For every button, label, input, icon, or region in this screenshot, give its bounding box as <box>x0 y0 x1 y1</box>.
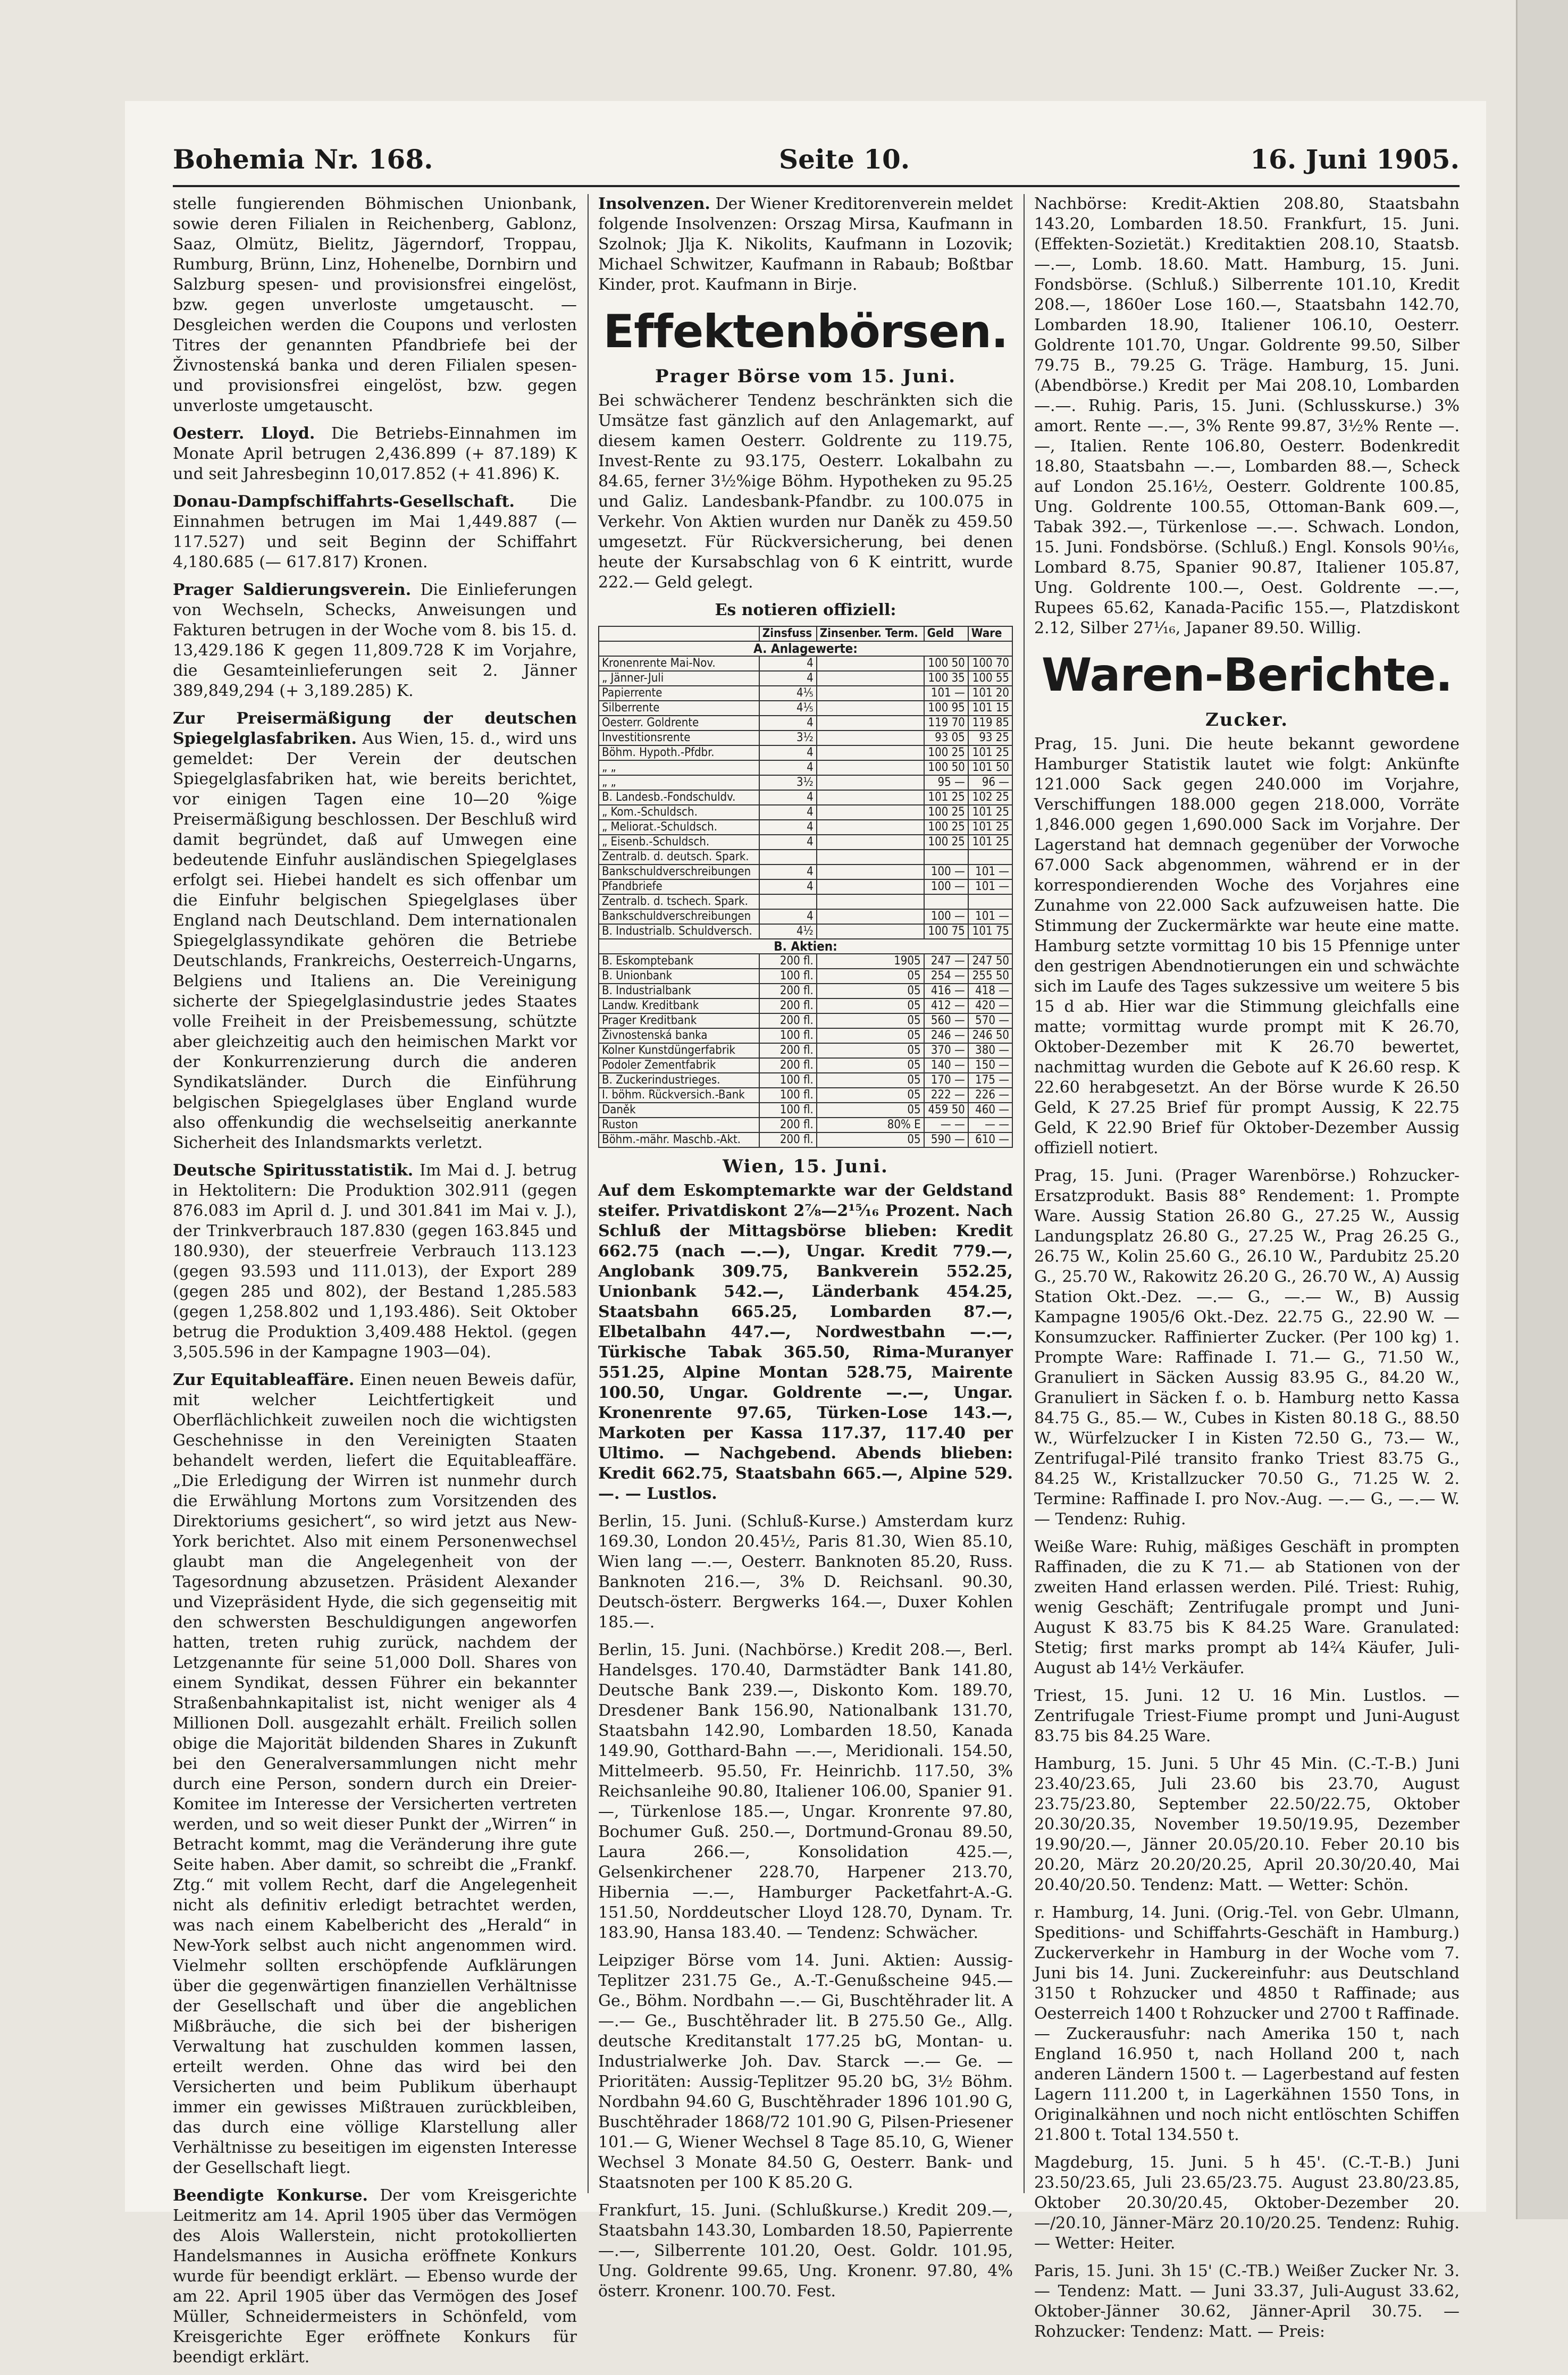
berlin-after-report: Berlin, 15. Juni. (Nachbörse.) Kredit 208.—, Berl. Handelsges. 170.40, Darmstädter Bank 141.80, Deutsche Bank 239.—, Diskonto Kom. 189.70, Dresdener Bank 156.90, Nationalbank 131.70, Staatsbahn 142.90, Lombarden 18.50, Kanada 149.90, Gotthard-Bahn —.—, Meridionali. 154.50, Mittelmeerb. 95.50, Fr. Heinrichb. 117.50, 3% Reichsanleihe 90.80, Italiener 106.00, Spanier 91.—, Türkenlose 185.—, Ungar. Kronrente 97.80, Bochumer Guß. 250.—, Dortmund-Gronau 89.50, Laura 266.—, Konsolidation 425.—, Gelsenkirchener 228.70, Harpener 213.70, Hibernia —.—, Hamburger Packetfahrt-A.-G. 151.50, Norddeutscher Lloyd 128.70, Dynam. Tr. 183.90, Hansa 183.40. — Tendenz: Schwächer. <box>598 1641 1013 1942</box>
quote-value: 420 — <box>968 998 1012 1013</box>
quote-value: 93 05 <box>924 731 968 745</box>
quote-value: 119 85 <box>968 716 1012 731</box>
sugar-report: r. Hamburg, 14. Juni. (Orig.-Tel. von Gebr. Ulmann, Speditions- und Schiffahrts-Geschäft in Hamburg.) Zuckerverkehr in Hamburg in der Woche vom 7. Juni bis 14. Juni. Zuckereinfuhr: aus Deutschland 3150 t Rohzucker und 4850 t Raffinade; aus Oesterreich 1400 t Rohzucker und 2700 t Raffinade. — Zuckerausfuhr: nach Amerika 150 t, nach England 16.950 t, nach Holland 200 t, nach anderen Ländern 1500 t. — Lagerbestand auf festen Lagern 111.200 t, in Lagerkähnen 1550 Tons, in Originalkähnen und noch nicht entlöschten Schiffen 21.800 t. Total 134.550 t. <box>1034 1903 1460 2144</box>
quote-name: Bankschuldverschreibungen <box>599 865 759 879</box>
quotes-table <box>598 626 1013 1148</box>
column-3 <box>1034 194 1460 2349</box>
sugar-report: Magdeburg, 15. Juni. 5 h 45'. (C.-T.-B.) Juni 23.50/23.65, Juli 23.65/23.75. August 23.80/23.85, Oktober 20.30/20.45, Oktober-Dezember 20.—/20.10, Jänner-März 20.10/20.25. Tendenz: Ruhig. — Wetter: Heiter. <box>1034 2153 1460 2253</box>
quote-value <box>817 879 924 894</box>
quote-value <box>817 835 924 850</box>
quote-name: Landw. Kreditbank <box>599 998 759 1013</box>
quote-value: 102 25 <box>968 790 1012 805</box>
quote-value: 101 — <box>968 909 1012 924</box>
quote-row <box>599 924 1012 939</box>
quote-name: „ Eisenb.-Schuldsch. <box>599 835 759 850</box>
quote-row <box>599 745 1012 760</box>
quote-value: 200 fl. <box>759 998 817 1013</box>
quote-value: 412 — <box>924 998 968 1013</box>
quote-name: B. Eskomptebank <box>599 954 759 969</box>
quote-value <box>817 865 924 879</box>
quote-value: — — <box>924 1118 968 1132</box>
quote-value <box>759 894 817 909</box>
sugar-report: Hamburg, 15. Juni. 5 Uhr 45 Min. (C.-T.-B.) Juni 23.40/23.65, Juli 23.60 bis 23.70, August 23.75/23.80, September 22.50/22.75, Oktober 20.30/20.35, November 19.50/19.95, Dezember 19.90/20.—, Jänner 20.05/20.10. Feber 20.10 bis 20.20, März 20.20/20.25, April 20.30/20.40, Mai 20.40/20.50. Tendenz: Matt. — Wetter: Schön. <box>1034 1755 1460 1894</box>
quote-value: 80% E <box>817 1118 924 1132</box>
quote-row <box>599 894 1012 909</box>
quote-value: 95 — <box>924 775 968 790</box>
quote-row <box>599 954 1012 969</box>
quote-row <box>599 1088 1012 1103</box>
quote-row <box>599 969 1012 984</box>
quote-value: 100 fl. <box>759 1028 817 1043</box>
quote-value <box>817 894 924 909</box>
quote-value: 4½ <box>759 924 817 939</box>
quote-value: 100 25 <box>924 835 968 850</box>
quote-value: 05 <box>817 1013 924 1028</box>
quote-value: 200 fl. <box>759 954 817 969</box>
quote-value: 101 — <box>924 686 968 701</box>
quote-value: 416 — <box>924 984 968 998</box>
quote-value: 05 <box>817 969 924 984</box>
quote-value: — — <box>968 1118 1012 1132</box>
quote-value: 570 — <box>968 1013 1012 1028</box>
sugar-report: Triest, 15. Juni. 12 U. 16 Min. Lustlos. — Zentrifugale Triest-Fiume prompt und Juni-August 83.75 bis 84.25 Ware. <box>1034 1686 1460 1745</box>
quote-value: 100 fl. <box>759 1088 817 1103</box>
quote-value: 4 <box>759 760 817 775</box>
quote-row <box>599 790 1012 805</box>
quote-row <box>599 656 1012 671</box>
quote-name: „ „ <box>599 760 759 775</box>
quote-value: 4 <box>759 745 817 760</box>
quote-value: 05 <box>817 1073 924 1088</box>
article: Zur Preisermäßigung der deutschen Spiegelglasfabriken. Aus Wien, 15. d., wird uns gemeldet: Der Verein der deutschen Spiegelglasfabriken hat, wie bereits berichtet, vor einigen Tagen eine 10—20 %ige Preisermäßigung beschlossen. Der Beschluß wird damit begründet, daß auf Umwegen eine bedeutende Einfuhr ausländischen Spiegelglases erfolgt sei. Hiebei handelt es sich offenbar um die Einfuhr belgischen Spiegelglases über England nach Deutschland. Dem internationalen Spiegelglassyndikate gehören die Betriebe Deutschlands, Frankreichs, Oesterreich-Ungarns, Belgiens und Italiens an. Die Vereinigung sicherte der Spiegelglasindustrie jedes Staates volle Freiheit in der Preisbemessung, schützte aber gleichzeitig auch den heimischen Markt vor der Konkurrenzierung durch die anderen Syndikatsländer. Durch die Einführung belgischen Spiegelglases über England wurde also offenkundig die wechselseitig anerkannte Sicherheit des Inlandsmarkts verletzt. <box>173 709 577 1152</box>
quote-name: „ Kom.-Schuldsch. <box>599 805 759 820</box>
quote-value: 4 <box>759 805 817 820</box>
quote-value: 4⅕ <box>759 686 817 701</box>
quote-value: 05 <box>817 1043 924 1058</box>
quote-name: „ „ <box>599 775 759 790</box>
quote-value <box>817 909 924 924</box>
quote-row <box>599 984 1012 998</box>
quote-name: Kronenrente Mai-Nov. <box>599 656 759 671</box>
quote-row <box>599 909 1012 924</box>
quote-value: 05 <box>817 998 924 1013</box>
quote-row <box>599 716 1012 731</box>
quote-name: B. Industrialb. Schuldversch. <box>599 924 759 939</box>
quote-value: 370 — <box>924 1043 968 1058</box>
section-title-waren-berichte: Waren-Berichte. <box>1041 649 1453 702</box>
column-1 <box>173 194 577 2375</box>
quote-value: 05 <box>817 1058 924 1073</box>
quote-row <box>599 998 1012 1013</box>
sugar-report: Prag, 15. Juni. Die heute bekannt gewordene Hamburger Statistik lautet wie folgt: Ankünfte 121.000 Sack gegen 240.000 im Vorjahre, Verschiffungen 188.000 gegen 218.000, Vorräte 1,846.000 gegen 1,690.000 Sack im Vorjahre. Der Lagerstand hat demnach gegenüber der Vorwoche 67.000 Sack abgenommen, während er in der korrespondierenden Woche des Vorjahres eine Zunahme von 22.000 Sack aufzuweisen hatte. Die Stimmung der Zuckermärkte war heute eine matte. Hamburg setzte vormittag 10 bis 15 Pfennige unter den gestrigen Abendnotierungen ein und schwächte sich im Laufe des Tages sukzessive um weitere 5 bis 15 d ab. Hier war die Stimmung gleichfalls eine matte; vormittag wurde prompt mit K 26.70, Oktober-Dezember mit K 26.70 bewertet, nachmittag wurden die Gebote auf K 26.60 resp. K 22.60 herabgesetzt. An der Börse wurde K 26.50 Geld, K 27.25 Brief für prompt Aussig, K 22.75 Geld, K 22.90 Brief für Oktober-Dezember Aussig offiziell notiert. <box>1034 735 1460 1157</box>
foreign-exchange-reports: Nachbörse: Kredit-Aktien 208.80, Staatsbahn 143.20, Lombarden 18.50. Frankfurt, 15. Juni. (Effekten-Sozietät.) Kreditaktien 208.10, Staatsb. —.—, Lomb. 18.60. Matt. Hamburg, 15. Juni. Fondsbörse. (Schluß.) Silberrente 101.10, Kredit 208.—, 1860er Lose 160.—, Staatsbahn 142.70, Lombarden 18.90, Italiener 106.10, Oesterr. Goldrente 101.70, Ungar. Goldrente 99.50, Silber 79.75 B., 79.25 G. Träge. Hamburg, 15. Juni. (Abendbörse.) Kredit per Mai 208.10, Lombarden —.—. Ruhig. Paris, 15. Juni. (Schlusskurse.) 3% amort. Rente —.—, 3% Rente 99.87, 3½% Rente —.—, Italien. Rente 106.80, Oesterr. Bodenkredit 18.80, Staatsbahn —.—, Lombarden 88.—, Scheck auf London 25.16½, Oesterr. Goldrente 100.85, Ung. Goldrente 100.55, Ottoman-Bank 609.—, Tabak 392.—, Türkenlose —.—. Schwach. London, 15. Juni. Fondsbörse. (Schluß.) Engl. Konsols 90¹⁄₁₆, Lombard 8.75, Spanier 90.87, Italiener 105.87, Ung. Goldrente 100.—, Oest. Goldrente —.—, Rupees 65.62, Kanada-Pacific 155.—, Platzdiskont 2.12, Silber 27¹⁄₁₆, Japaner 89.50. Willig. <box>1034 195 1460 637</box>
quote-value: 200 fl. <box>759 1013 817 1028</box>
quote-value: 200 fl. <box>759 1058 817 1073</box>
quote-name: Zentralb. d. tschech. Spark. <box>599 894 759 909</box>
quote-row <box>599 1013 1012 1028</box>
quote-name: Bankschuldverschreibungen <box>599 909 759 924</box>
quote-row <box>599 820 1012 835</box>
quote-value: 140 — <box>924 1058 968 1073</box>
header-publication: Bohemia Nr. 168. <box>173 144 433 175</box>
section-title-effektenboersen: Effektenbörsen. <box>603 305 1008 358</box>
quote-name: Prager Kreditbank <box>599 1013 759 1028</box>
quote-value <box>817 850 924 865</box>
quote-value: 100 fl. <box>759 1103 817 1118</box>
quote-name: B. Landesb.-Fondschuldv. <box>599 790 759 805</box>
quote-name: B. Zuckerindustrieges. <box>599 1073 759 1088</box>
quote-value: 254 — <box>924 969 968 984</box>
header-rule <box>173 185 1460 187</box>
quote-value: 100 — <box>924 865 968 879</box>
frankfurt-report: Frankfurt, 15. Juni. (Schlußkurse.) Kredit 209.—, Staatsbahn 143.30, Lombarden 18.50, Papierrente —.—, Silberrente 101.20, Oest. Goldr. 101.95, Ung. Goldrente 99.65, Ung. Kronenr. 97.80, 4% österr. Kronenr. 100.70. Fest. <box>598 2201 1013 2301</box>
quote-value: 150 — <box>968 1058 1012 1073</box>
quote-value: 590 — <box>924 1132 968 1147</box>
article: Deutsche Spiritusstatistik. Im Mai d. J. betrug in Hektolitern: Die Produktion 302.911 (gegen 876.083 im April d. J. und 301.841 im Mai v. J.), der Trinkverbrauch 187.830 (gegen 163.845 und 180.930), der steuerfreie Verbrauch 113.123 (gegen 93.593 und 111.013), der Export 289 (gegen 285 und 802), der Bestand 1,285.583 (gegen 1,258.802 und 1,193.486). Seit Oktober betrug die Produktion 3,409.488 Hektol. (gegen 3,505.596 in der Kampagne 1903—04). <box>173 1161 577 1362</box>
quote-value <box>817 924 924 939</box>
quote-value: 4 <box>759 909 817 924</box>
quote-value: 100 35 <box>924 671 968 686</box>
vienna-heading: Wien, 15. Juni. <box>723 1156 888 1177</box>
quote-name: Investitionsrente <box>599 731 759 745</box>
quote-value: 418 — <box>968 984 1012 998</box>
quote-value: 4 <box>759 865 817 879</box>
quote-value <box>817 820 924 835</box>
quote-value: 1905 <box>817 954 924 969</box>
quote-name: Oesterr. Goldrente <box>599 716 759 731</box>
quote-name: Ruston <box>599 1118 759 1132</box>
insolvency-notice: Insolvenzen. Der Wiener Kreditorenverein meldet folgende Insolvenzen: Orszag Mirsa, Kaufmann in Szolnok; Jlja K. Nikolits, Kaufmann in Lozovik; Michael Schwitzer, Kaufmann in Rabaub; Boßtbar Kinder, prot. Kaufmann in Birje. <box>598 195 1013 294</box>
quote-name: Pfandbriefe <box>599 879 759 894</box>
quote-value: 05 <box>817 1088 924 1103</box>
quote-row <box>599 865 1012 879</box>
quote-value: 96 — <box>968 775 1012 790</box>
sugar-report: Weiße Ware: Ruhig, mäßiges Geschäft in prompten Raffinaden, die zu K 71.— ab Stationen von der zweiten Hand erlassen werden. Pilé. Triest: Ruhig, wenig Geschäft; Zentrifugale prompt und Juni-August K 83.75 bis K 84.25 Ware. Granulated: Stetig; first marks prompt ab 14²⁄₄ Käufer, Juli-August ab 14¹⁄₂ Verkäufer. <box>1034 1538 1460 1677</box>
quote-value: 4 <box>759 790 817 805</box>
article: Zur Equitableaffäre. Einen neuen Beweis dafür, mit welcher Leichtfertigkeit und Oberflächlichkeit zuweilen noch die wichtigsten Geschehnisse in den Vereinigten Staaten behandelt werden, liefert die Equitableaffäre. „Die Erledigung der Wirren ist nunmehr durch die Erwählung Mortons zum Vorsitzenden des Direktoriums gesichert“, so wird jetzt aus New-York berichtet. Also mit einem Personenwechsel glaubt man die Angelegenheit von der Tagesordnung abzusetzen. Präsident Alexander und Vizepräsident Hyde, die sich gegenseitig mit den schwersten Beschuldigungen angeworfen hatten, treten ruhig zurück, nachdem der Letzgenannte für seine 51,000 Doll. Shares von einem Syndikat, dessen Führer ein bekannter Straßenbahnkapitalist ist, nicht weniger als 4 Millionen Doll. ausgezahlt erhält. Freilich sollen obige die Majorität bildenden Shares in Zukunft bei den Generalversammlungen nicht mehr durch eine Person, sondern durch ein Dreier-Komitee im Interesse der Versicherten vertreten werden, und so weit dieser Punkt der „Wirren“ in Betracht kommt, mag die Veränderung ihre gute Seite haben. Aber damit, so schreibt die „Frankf. Ztg.“ mit vollem Recht, darf die Angelegenheit nicht als definitiv erledigt betrachtet werden, was nach einem Kabelbericht des „Herald“ in New-York selbst auch nicht angenommen wird. Vielmehr sollten erschöpfende Aufklärungen über die gegenwärtigen finanziellen Verhältnisse der Gesellschaft und über die angeblichen Mißbräuche, die sich bei der bisherigen Verwaltung hat zuschulden kommen lassen, erteilt werden. Ohne das wird bei den Versicherten und beim Publikum überhaupt immer ein gewisses Mißtrauen zurückbleiben, das durch eine völlige Klarstellung aller Verhältnisse zu beseitigen im eigensten Interesse der Gesellschaft liegt. <box>173 1371 577 2177</box>
quote-name: B. Unionbank <box>599 969 759 984</box>
quote-name: Podoler Zementfabrik <box>599 1058 759 1073</box>
column-divider <box>1024 194 1025 2193</box>
quote-value: 4 <box>759 671 817 686</box>
quote-row <box>599 1073 1012 1088</box>
quote-value: 05 <box>817 1028 924 1043</box>
quote-name: Silberrente <box>599 701 759 716</box>
quote-value: 380 — <box>968 1043 1012 1058</box>
official-note: Es notieren offiziell: <box>715 601 896 619</box>
quote-value <box>817 671 924 686</box>
article: stelle fungierenden Böhmischen Unionbank, sowie deren Filialen in Reichenberg, Gablonz, Saaz, Olmütz, Bielitz, Jägerndorf, Troppau, Rumburg, Brünn, Linz, Hohenelbe, Dornbirn und Salzburg spesen- und provisionsfrei eingelöst, bzw. gegen unverloste umgetauscht. — Desgleichen werden die Coupons und verlosten Titres der genannten Pfandbriefe bei der Živnostenská banka und deren Filialen spesen- und provisionsfrei eingelöst, bzw. gegen unverloste umgetauscht. <box>173 195 577 415</box>
quote-row <box>599 835 1012 850</box>
quote-value: 101 25 <box>924 790 968 805</box>
article: Prager Saldierungsverein. Die Einlieferungen von Wechseln, Schecks, Anweisungen und Fakturen betrugen in der Woche vom 8. bis 15. d. 13,429.186 K gegen 11,809.728 K im Vorjahre, die Gesamteinlieferungen seit 2. Jänner 389,849,294 (+ 3,189.285) K. <box>173 581 577 700</box>
quote-value <box>817 731 924 745</box>
column-divider <box>588 194 589 2193</box>
quote-value: 170 — <box>924 1073 968 1088</box>
quote-row <box>599 1118 1012 1132</box>
quote-value <box>817 686 924 701</box>
quote-value: 3½ <box>759 775 817 790</box>
quote-value: 4⅕ <box>759 701 817 716</box>
quote-value: 459 50 <box>924 1103 968 1118</box>
prague-report: Bei schwächerer Tendenz beschränkten sich die Umsätze fast gänzlich auf den Anlagemarkt, auf diesem kamen Oesterr. Goldrente zu 119.75, Invest-Rente zu 93.175, Oesterr. Lokalbahn zu 84.65, ferner 3½%ige Böhm. Hypotheken zu 95.25 und Galiz. Landesbank-Pfandbr. zu 100.075 in Verkehr. Von Aktien wurden nur Daněk zu 459.50 umgesetzt. Für Rückversicherung, bei denen heute der Kursabschlag von 6 K eintritt, wurde 222.— Geld gelegt. <box>598 391 1013 592</box>
quote-value: 100 75 <box>924 924 968 939</box>
quote-name: „ Jänner-Juli <box>599 671 759 686</box>
quotes-group-b: B. Aktien: B. Eskomptebank 200 fl. 1905 247 — 247 50 B. Unionbank 100 fl. 05 254 — 255 50 B. Industrialbank 200 fl. 05 416 — 418 — Landw. Kreditbank 200 fl. 05 412 — 420 — Prager Kreditbank 200 fl. 05 560 — 570 — Živnostenská banka 100 fl. 05 246 — 246 50 Kolner Kunstdüngerfabrik 200 fl. 05 370 — 380 — Podoler Zementfabrik 200 fl. 05 140 — 150 — B. Zuckerindustrieges. 100 fl. 05 170 — 175 — I. böhm. Rückversich.-Bank 100 fl. 05 222 — 226 — Daněk 100 fl. 05 459 50 460 — Ruston 200 fl. 80% E — — — — Böhm.-mähr. Maschb.-Akt. 200 fl. 05 590 — 610 — <box>599 939 1012 1147</box>
quotes-group-a: A. Anlagewerte: Kronenrente Mai-Nov. 4 100 50 100 70 „ Jänner-Juli 4 100 35 100 55 Papierrente 4⅕ 101 — 101 20 Silberrente 4⅕ 100 95 101 15 Oesterr. Goldrente 4 119 70 119 85 Investitionsrente 3½ 93 05 93 25 Böhm. Hypoth.-Pfdbr. 4 100 25 101 25 „ „ 4 100 50 101 50 „ „ 3½ 95 — 96 — B. Landesb.-Fondschuldv. 4 101 25 102 25 „ Kom.-Schuldsch. 4 100 25 101 25 „ Meliorat.-Schuldsch. 4 100 25 101 25 „ Eisenb.-Schuldsch. 4 100 25 101 25 Zentralb. d. deutsch. Spark. Bankschuldverschreibungen 4 100 — 101 — Pfandbriefe 4 100 — 101 — Zentralb. d. tschech. Spark. Bankschuldverschreibungen 4 100 — 101 — B. Industrialb. Schuldversch. 4½ 100 75 101 75 <box>599 641 1012 939</box>
page-edge <box>1516 0 1568 2219</box>
quote-value <box>817 760 924 775</box>
quote-value: 100 — <box>924 879 968 894</box>
quotes-header-row: Zinsfuss Zinsenber. Term. Geld Ware <box>599 626 1012 641</box>
quote-row <box>599 686 1012 701</box>
quote-value: 4 <box>759 716 817 731</box>
quote-value: 101 25 <box>968 820 1012 835</box>
article: Beendigte Konkurse. Der vom Kreisgerichte Leitmeritz am 14. April 1905 über das Vermögen des Alois Wallerstein, nicht protokollierten Handelsmannes in Ausicha eröffnete Konkurs wurde für beendigt erklärt. — Ebenso wurde der am 22. April 1905 über das Vermögen des Josef Müller, Schneidermeisters in Schönfeld, vom Kreisgerichte Eger eröffnete Konkurs für beendigt erklärt. <box>173 2186 577 2366</box>
quote-value: 101 25 <box>968 745 1012 760</box>
quote-value: 200 fl. <box>759 984 817 998</box>
quote-value <box>924 894 968 909</box>
quote-row <box>599 671 1012 686</box>
quote-value: 460 — <box>968 1103 1012 1118</box>
quote-value: 4 <box>759 835 817 850</box>
sugar-heading: Zucker. <box>1205 709 1289 731</box>
berlin-close-report: Berlin, 15. Juni. (Schluß-Kurse.) Amsterdam kurz 169.30, London 20.45½, Paris 81.30, Wien 85.10, Wien lang —.—, Oesterr. Banknoten 85.20, Russ. Banknoten 216.—, 3% D. Reichsanl. 90.30, Deutsch-österr. Bergwerks 164.—, Duxer Kohlen 185.—. <box>598 1512 1013 1632</box>
quote-row <box>599 1028 1012 1043</box>
quote-value <box>817 656 924 671</box>
quote-value: 100 — <box>924 909 968 924</box>
quote-value <box>968 850 1012 865</box>
quote-value: 175 — <box>968 1073 1012 1088</box>
quote-value <box>924 850 968 865</box>
article: Oesterr. Lloyd. Die Betriebs-Einnahmen im Monate April betrugen 2,436.899 (+ 87.189) K und seit Jahresbeginn 10,017.852 (+ 41.896) K. <box>173 424 577 483</box>
quote-value: 200 fl. <box>759 1118 817 1132</box>
quote-value <box>817 716 924 731</box>
quote-row <box>599 731 1012 745</box>
quote-name: „ Meliorat.-Schuldsch. <box>599 820 759 835</box>
quote-value: 100 fl. <box>759 1073 817 1088</box>
quote-row <box>599 1132 1012 1147</box>
quote-value: 101 50 <box>968 760 1012 775</box>
quote-value: 4 <box>759 656 817 671</box>
quote-value <box>968 894 1012 909</box>
quote-name: Kolner Kunstdüngerfabrik <box>599 1043 759 1058</box>
page-header <box>173 138 1460 186</box>
quote-name: Daněk <box>599 1103 759 1118</box>
leipzig-report: Leipziger Börse vom 14. Juni. Aktien: Aussig-Teplitzer 231.75 Ge., A.-T.-Genußscheine 945.— Ge., Böhm. Nordbahn —.— Gi, Buschtěhrader lit. A —.— Ge., Buschtěhrader lit. B 275.50 Ge., Allg. deutsche Kreditanstalt 177.25 bG, Montan- u. Industrialwerke Joh. Dav. Starck —.— Ge. — Prioritäten: Aussig-Teplitzer 95.20 bG, 3½ Böhm. Nordbahn 94.60 G, Buschtěhrader 1896 101.90 G, Buschtěhrader 1868/72 101.90 G, Pilsen-Priesener 101.— G, Wiener Wechsel 8 Tage 85.10, G, Wiener Wechsel 3 Monate 84.50 G, Oesterr. Bank- und Staatsnoten per 100 K 85.20 G. <box>598 1951 1013 2192</box>
quote-value <box>817 745 924 760</box>
quote-value: 100 25 <box>924 745 968 760</box>
quote-value: 101 25 <box>968 835 1012 850</box>
quote-row <box>599 701 1012 716</box>
quote-value <box>817 775 924 790</box>
quote-name: Zentralb. d. deutsch. Spark. <box>599 850 759 865</box>
quote-value: 226 — <box>968 1088 1012 1103</box>
header-page-number: Seite 10. <box>779 144 910 175</box>
quote-row <box>599 1058 1012 1073</box>
quote-row <box>599 760 1012 775</box>
quote-row <box>599 1103 1012 1118</box>
quote-row <box>599 805 1012 820</box>
quote-name: Böhm.-mähr. Maschb.-Akt. <box>599 1132 759 1147</box>
quote-value: 246 50 <box>968 1028 1012 1043</box>
quote-value: 101 20 <box>968 686 1012 701</box>
quote-name: Papierrente <box>599 686 759 701</box>
column-2 <box>598 194 1013 2309</box>
prague-exchange-heading: Prager Börse vom 15. Juni. <box>655 366 957 387</box>
quote-value: 05 <box>817 1103 924 1118</box>
quote-value: 610 — <box>968 1132 1012 1147</box>
article: Donau-Dampfschiffahrts-Gesellschaft. Die Einnahmen betrugen im Mai 1,449.887 (— 117.527) und seit Beginn der Schiffahrt 4,180.685 (— 617.817) Kronen. <box>173 492 577 572</box>
header-date: 16. Juni 1905. <box>1250 144 1460 175</box>
quote-row <box>599 1043 1012 1058</box>
sugar-report: Paris, 15. Juni. 3h 15' (C.-TB.) Weißer Zucker Nr. 3. — Tendenz: Matt. — Juni 33.37, Juli-August 33.62, Oktober-Jänner 30.62, Jänner-April 30.75. — Rohzucker: Tendenz: Matt. — Preis: <box>1034 2262 1460 2341</box>
quote-value: 93 25 <box>968 731 1012 745</box>
sugar-report: Prag, 15. Juni. (Prager Warenbörse.) Rohzucker-Ersatzprodukt. Basis 88° Rendement: 1. Prompte Ware. Aussig Station 26.80 G., 27.25 W., Aussig Landungsplatz 26.80 G., 27.25 W., Prag 26.25 G., 26.75 W., Kolin 25.60 G., 26.10 W., Pardubitz 25.20 G., 25.70 W., Rakowitz 26.20 G., 26.70 W., A) Aussig Station Okt.-Dez. —.— G., —.— W., B) Aussig Kampagne 1905/6 Okt.-Dez. 22.75 G., 22.90 W. — Konsumzucker. Raffinierter Zucker. (Per 100 kg) 1. Prompte Ware: Raffinade I. 71.— G., 71.50 W., Granuliert in Säcken Aussig 83.95 G., 84.20 W., Granuliert in Säcken f. o. b. Hamburg netto Kassa 84.75 G., 85.— W., Cubes in Kisten 80.18 G., 88.50 W., Würfelzucker I in Kisten 72.50 G., 73.— W., Zentrifugal-Pilé transito franko Triest 83.75 G., 84.25 W., Kristallzucker 70.50 G., 71.25 W. 2. Termine: Raffinade I. pro Nov.-Aug. —.— G., —.— W. — Tendenz: Ruhig. <box>1034 1166 1460 1529</box>
quote-value: 05 <box>817 1132 924 1147</box>
quote-value <box>817 805 924 820</box>
quote-value: 101 25 <box>968 805 1012 820</box>
quote-value <box>759 850 817 865</box>
vienna-report: Auf dem Eskomptemarkte war der Geldstand steifer. Privatdiskont 2⅞—2¹⁵⁄₁₆ Prozent. Nach Schluß der Mittagsbörse blieben: Kredit 662.75 (nach —.—), Ungar. Kredit 779.—, Anglobank 309.75, Bankverein 552.25, Unionbank 542.—, Länderbank 454.25, Staatsbahn 665.25, Lombarden 87.—, Elbetalbahn 447.—, Nordwestbahn —.—, Türkische Tabak 365.50, Rima-Muranyer 551.25, Alpine Montan 528.75, Mairente 100.50, Ungar. Goldrente —.—, Ungar. Kronenrente 97.65, Türken-Lose 143.—, Markoten per Kassa 117.37, 117.40 per Ultimo. — Nachgebend. Abends blieben: Kredit 662.75, Staatsbahn 665.—, Alpine 529.—. — Lustlos. <box>598 1181 1013 1503</box>
quote-value: 100 25 <box>924 820 968 835</box>
quote-value: 222 — <box>924 1088 968 1103</box>
quote-value: 119 70 <box>924 716 968 731</box>
quote-value: 247 — <box>924 954 968 969</box>
quote-value: 100 95 <box>924 701 968 716</box>
newspaper-page <box>125 101 1486 2366</box>
quote-row <box>599 879 1012 894</box>
quote-name: I. böhm. Rückversich.-Bank <box>599 1088 759 1103</box>
quote-name: Böhm. Hypoth.-Pfdbr. <box>599 745 759 760</box>
quote-value: 100 50 <box>924 656 968 671</box>
quote-value <box>817 701 924 716</box>
quote-name: B. Industrialbank <box>599 984 759 998</box>
quote-value: 4 <box>759 879 817 894</box>
quote-value: 100 70 <box>968 656 1012 671</box>
quote-name: Živnostenská banka <box>599 1028 759 1043</box>
quote-value: 3½ <box>759 731 817 745</box>
quote-value: 101 75 <box>968 924 1012 939</box>
quote-value: 200 fl. <box>759 1132 817 1147</box>
quote-value: 560 — <box>924 1013 968 1028</box>
quote-value: 101 — <box>968 879 1012 894</box>
quote-value: 100 55 <box>968 671 1012 686</box>
quote-value: 255 50 <box>968 969 1012 984</box>
quote-value: 4 <box>759 820 817 835</box>
quote-row <box>599 850 1012 865</box>
quote-value: 246 — <box>924 1028 968 1043</box>
quote-value: 05 <box>817 984 924 998</box>
quote-value: 101 15 <box>968 701 1012 716</box>
quote-row <box>599 775 1012 790</box>
quote-value <box>817 790 924 805</box>
quote-value: 100 50 <box>924 760 968 775</box>
quote-value: 101 — <box>968 865 1012 879</box>
quote-value: 247 50 <box>968 954 1012 969</box>
quote-value: 100 fl. <box>759 969 817 984</box>
quote-value: 100 25 <box>924 805 968 820</box>
quote-value: 200 fl. <box>759 1043 817 1058</box>
